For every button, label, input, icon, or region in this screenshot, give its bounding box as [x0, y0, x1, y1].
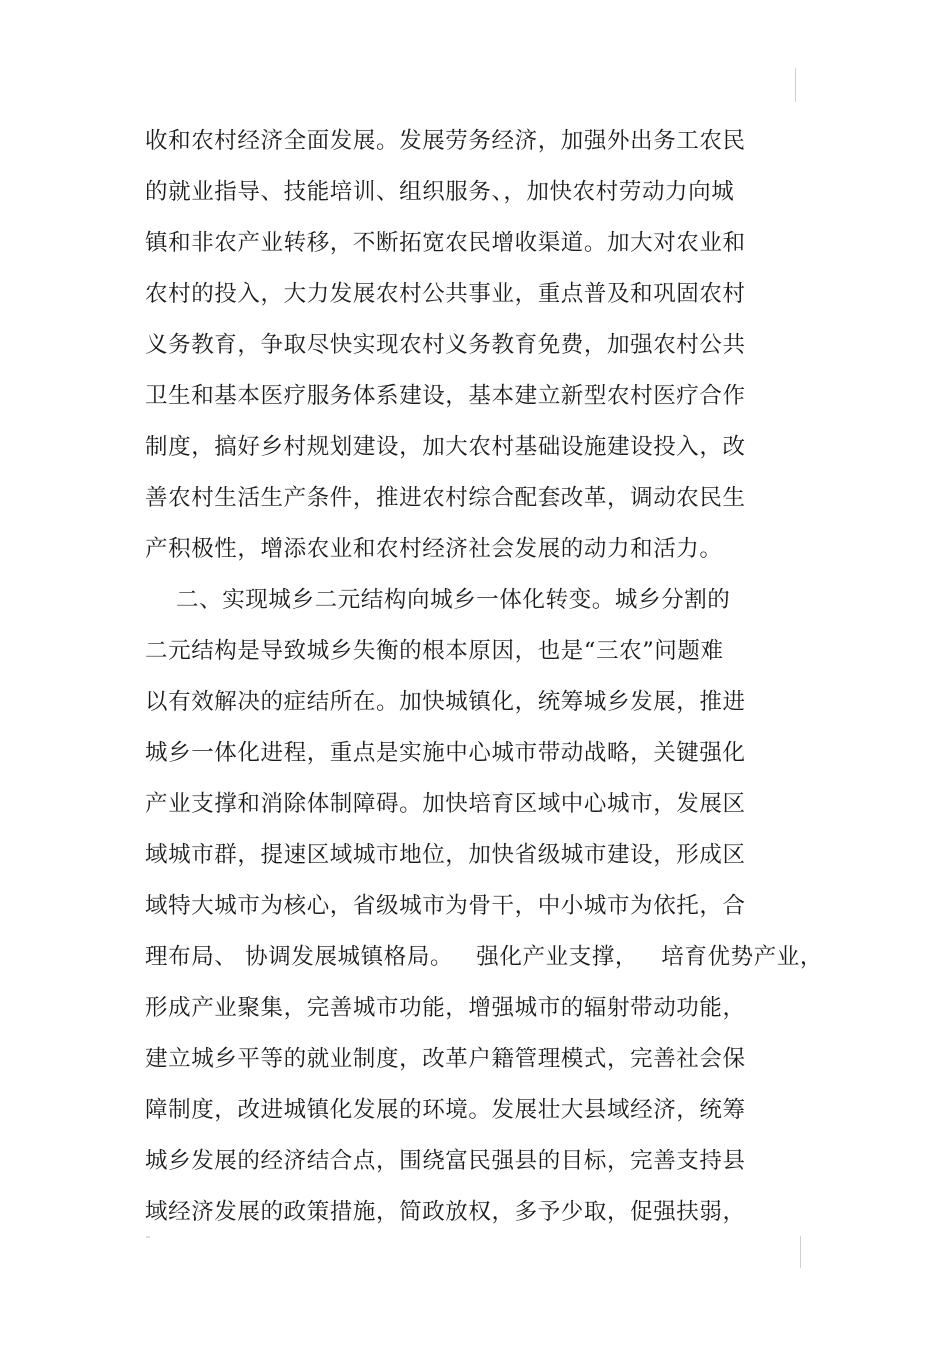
text-line: 卫生和基本医疗服务体系建设，基本建立新型农村医疗合作 [145, 383, 746, 409]
text-line: 收和农村经济全面发展。发展劳务经济，加强外出务工农民 [145, 128, 746, 154]
text-line: 域特大城市为核心，省级城市为骨干，中小城市为依托，合 [145, 893, 746, 919]
text-line: 域城市群，提速区域城市地位，加快省级城市建设，形成区 [145, 842, 746, 868]
text-line: 农村的投入，大力发展农村公共事业，重点普及和巩固农村 [145, 281, 746, 307]
text-line: 二元结构是导致城乡失衡的根本原因，也是“三农”问题难 [145, 638, 724, 664]
text-line: 域经济发展的政策措施，简政放权，多予少取，促强扶弱， [145, 1199, 746, 1225]
text-line: 理布局、 协调发展城镇格局。 强化产业支撑， 培育优势产业， [145, 944, 823, 970]
page-corner-mark [146, 1236, 150, 1238]
text-line: 的就业指导、技能培训、组织服务、，加快农村劳动力向城 [145, 179, 735, 205]
text-line: 产业支撑和消除体制障碍。加快培育区域中心城市，发展区 [145, 791, 746, 817]
text-line: 障制度，改进城镇化发展的环境。发展壮大县域经济，统筹 [145, 1097, 746, 1123]
text-line: 形成产业聚集，完善城市功能，增强城市的辐射带动功能， [145, 995, 746, 1021]
text-line: 以有效解决的症结所在。加快城镇化，统筹城乡发展，推进 [145, 689, 746, 715]
text-line: 建立城乡平等的就业制度，改革户籍管理模式，完善社会保 [145, 1046, 746, 1072]
text-line: 城乡一体化进程，重点是实施中心城市带动战略，关键强化 [145, 740, 746, 766]
paragraph-heading-line: 二、实现城乡二元结构向城乡一体化转变。城乡分割的 [145, 587, 731, 613]
page-edge-mark-top [795, 68, 796, 102]
text-line: 产积极性，增添农业和农村经济社会发展的动力和活力。 [145, 536, 723, 562]
page-edge-mark-bottom [800, 1236, 801, 1268]
text-line: 城乡发展的经济结合点，围绕富民强县的目标，完善支持县 [145, 1148, 746, 1174]
text-line: 善农村生活生产条件，推进农村综合配套改革，调动农民生 [145, 485, 746, 511]
text-line: 义务教育，争取尽快实现农村义务教育免费，加强农村公共 [145, 332, 746, 358]
text-line: 制度，搞好乡村规划建设，加大农村基础设施建设投入，改 [145, 434, 746, 460]
text-line: 镇和非农产业转移，不断拓宽农民增收渠道。加大对农业和 [145, 230, 746, 256]
